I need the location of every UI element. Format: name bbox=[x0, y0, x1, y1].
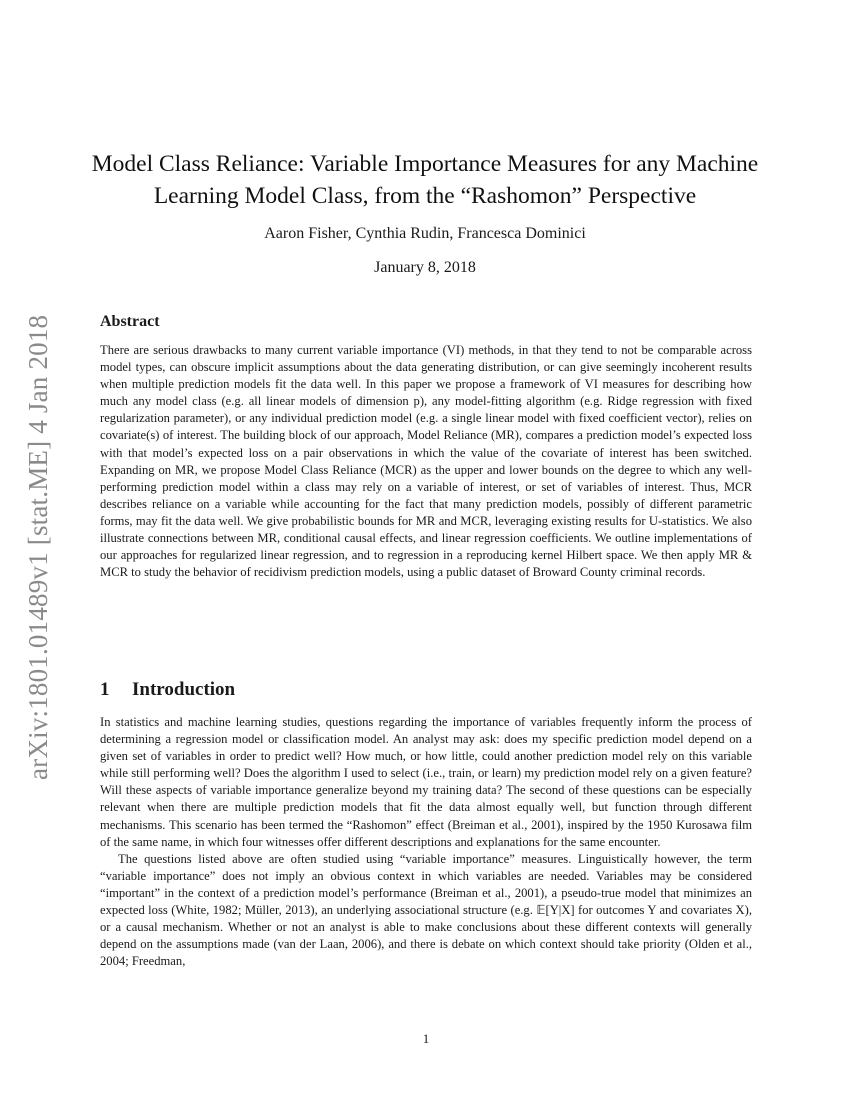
arxiv-identifier: arXiv:1801.01489v1 [stat.ME] 4 Jan 2018 bbox=[23, 314, 53, 780]
page-number: 1 bbox=[422, 1031, 430, 1046]
introduction-body bbox=[100, 714, 752, 970]
section-number: 1 bbox=[100, 679, 110, 700]
paragraph: In statistics and machine learning studies, questions regarding the importance of variables frequently inform the process of determining a regression model or classification model. An analyst may ask: does my specific prediction model depend on a given set of variables in order to predict well? How much, or how little, could another prediction model rely on this variable while still performing well? Does the algorithm I used to select (i.e., train, or learn) my prediction model rely on a given feature? Will these aspects of variable importance generalize beyond my training data? The second of these questions can be especially relevant when there are multiple prediction models that fit the data almost equally well, but function through different mechanisms. This scenario has been termed the “Rashomon” effect (Breiman et al., 2001), inspired by the 1950 Kurosawa film of the same name, in which four witnesses offer different descriptions and explanations for the same encounter. bbox=[100, 715, 752, 849]
paper-title: Model Class Reliance: Variable Importance Measures for any Machine Learning Model Class, from the “Rashomon” Perspective bbox=[91, 151, 759, 209]
paragraph: The questions listed above are often studied using “variable importance” measures. Linguistically however, the term “variable importance” does not imply an obvious context in which variables are needed. Variables may be considered “important” in the context of a prediction model’s performance (Breiman et al., 2001), a pseudo-true model that minimizes an expected loss (White, 1982; Müller, 2013), an underlying associational structure (e.g. 𝔼[Y|X] for outcomes Y and covariates X), or a causal mechanism. Whether or not an analyst is able to make conclusions about these different contexts will generally depend on the assumptions made (van der Laan, 2006), and there is debate on which context should take priority (Olden et al., 2004; Freedman, bbox=[100, 851, 752, 969]
author-list: Aaron Fisher, Cynthia Rudin, Francesca Dominici bbox=[264, 225, 586, 242]
publication-date: January 8, 2018 bbox=[374, 259, 476, 276]
section-heading bbox=[100, 679, 235, 701]
abstract-text: There are serious drawbacks to many current variable importance (VI) methods, in that they tend to not be comparable across model types, can obscure implicit assumptions about the data generating distribution, or can give seemingly incoherent results when multiple prediction models fit the data well. In this paper we propose a framework of VI measures for describing how much any model class (e.g. all linear models of dimension p), any model-fitting algorithm (e.g. Ridge regression with fixed regularization parameter), or any individual prediction model (e.g. a single linear model with fixed coefficient vector), relies on covariate(s) of interest. The building block of our approach, Model Reliance (MR), compares a prediction model’s expected loss with that model’s expected loss on a pair observations in which the value of the covariate of interest has been switched. Expanding on MR, we propose Model Class Reliance (MCR) as the upper and lower bounds on the degree to which any well-performing prediction model within a class may rely on a variable of interest, or set of variables of interest. Thus, MCR describes reliance on a variable while accounting for the fact that many prediction models, possibly of different parametric forms, may fit the data well. We give probabilistic bounds for MR and MCR, leveraging existing results for U-statistics. We also illustrate connections between MR, conditional causal effects, and linear regression coefficients. We outline implementations of our approaches for regularized linear regression, and to regression in a reproducing kernel Hilbert space. We then apply MR & MCR to study the behavior of recidivism prediction models, using a public dataset of Broward County criminal records. bbox=[100, 343, 752, 580]
section-title: Introduction bbox=[132, 679, 236, 700]
abstract-heading: Abstract bbox=[100, 313, 160, 330]
